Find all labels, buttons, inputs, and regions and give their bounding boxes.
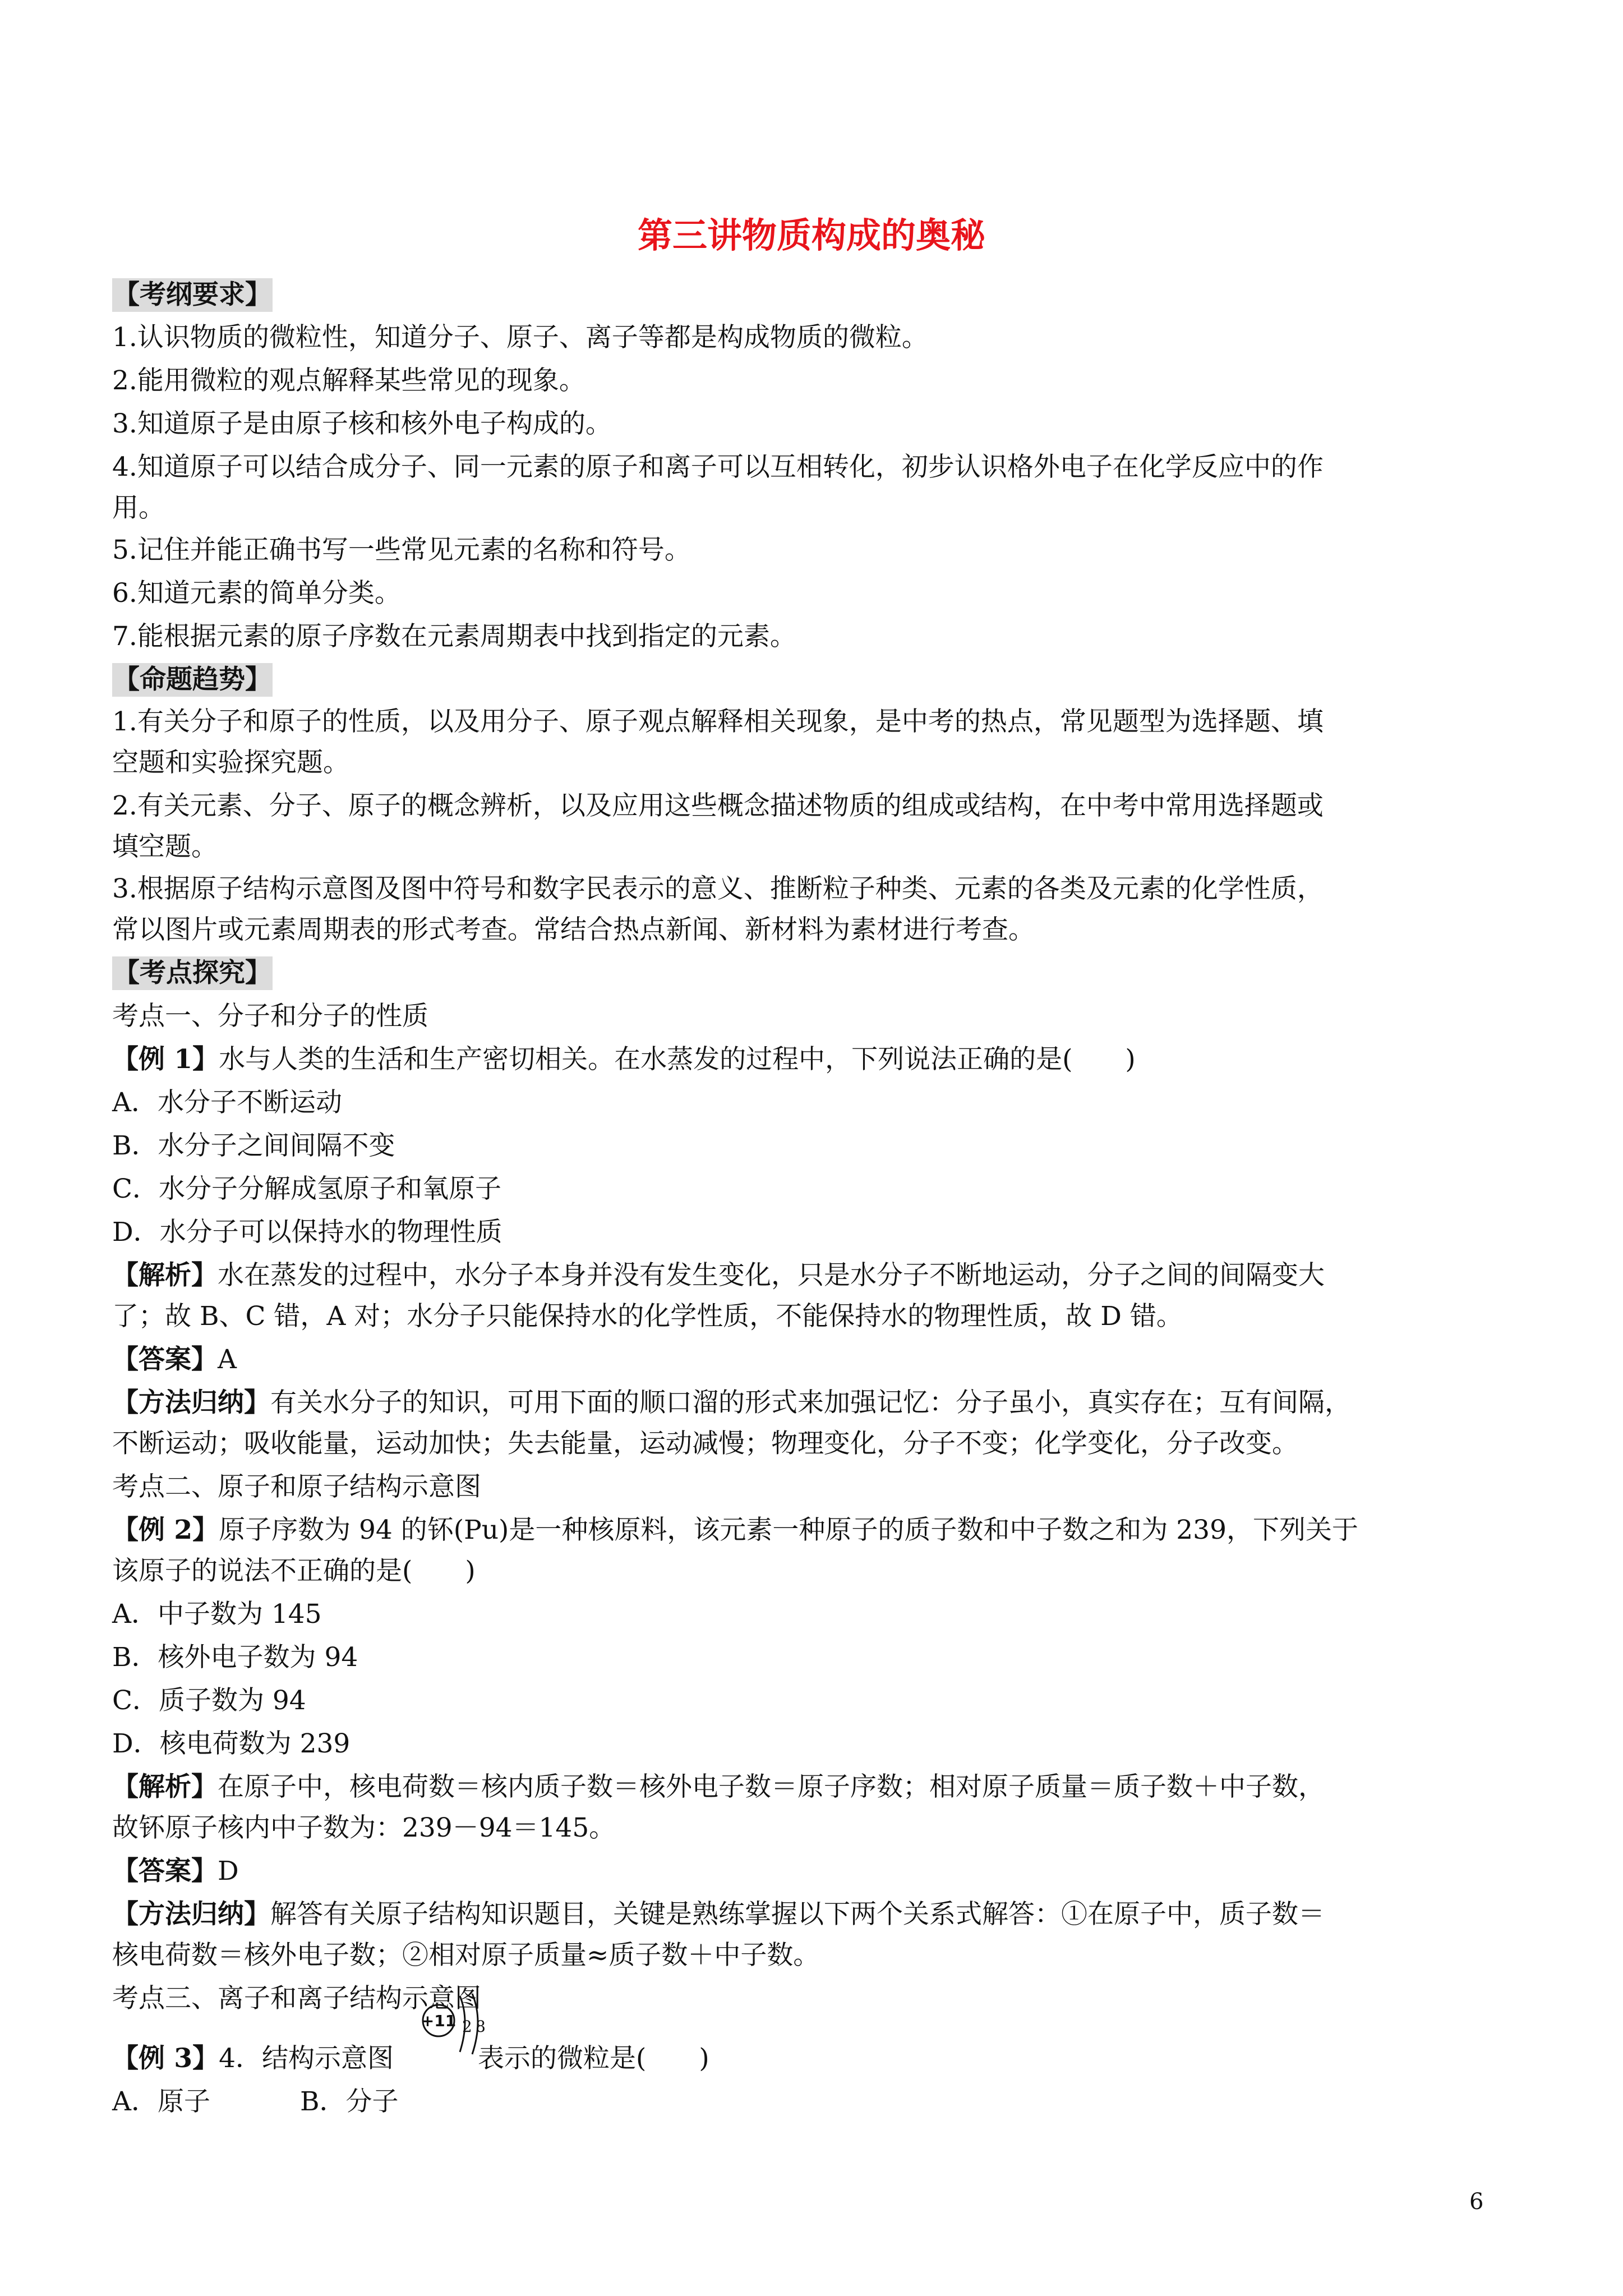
req-item-5: 5.记住并能正确书写一些常见元素的名称和符号。 <box>112 535 691 565</box>
trend-item-2: 2.有关元素、分子、原子的概念辨析，以及应用这些概念描述物质的组成或结构，在中考中常用选择题或 <box>112 790 1324 821</box>
k1-method: 【方法归纳】有关水分子的知识，可用下面的顺口溜的形式来加强记忆：分子虽小，真实存在；互有间隔， <box>112 1387 1351 1418</box>
k2-heading: 考点二、原子和原子结构示意图 <box>112 1471 481 1502</box>
k1-analysis-cont: 了；故 B、C 错，A 对；水分子只能保持水的化学性质，不能保持水的物理性质，故 D 错。 <box>112 1301 1183 1332</box>
atom-structure-diagram <box>421 1991 494 2064</box>
section-header-explore: 【考点探究】 <box>112 956 1503 990</box>
req-item-1: 1.认识物质的微粒性，知道分子、原子、离子等都是构成物质的微粒。 <box>112 322 928 353</box>
page-title: 第三讲物质构成的奥秘 <box>637 215 985 256</box>
k2-option-d: D．核电荷数为 239 <box>112 1728 351 1759</box>
req-item-6: 6.知道元素的简单分类。 <box>112 578 401 609</box>
k2-answer: 【答案】D <box>112 1856 239 1887</box>
k2-option-c: C．质子数为 94 <box>112 1685 306 1716</box>
req-item-3: 3.知道原子是由原子核和核外电子构成的。 <box>112 408 612 439</box>
atom-shell-2-electrons: 8 <box>476 2017 486 2036</box>
k1-option-c: C．水分子分解成氢原子和氧原子 <box>112 1174 501 1204</box>
req-item-4: 4.知道原子可以结合成分子、同一元素的原子和离子可以互相转化，初步认识格外电子在化学反应中的作 <box>112 452 1324 482</box>
k1-analysis: 【解析】水在蒸发的过程中，水分子本身并没有发生变化，只是水分子不断地运动，分子之间的间隔变大 <box>112 1260 1325 1291</box>
k1-question: 【例 1】水与人类的生活和生产密切相关。在水蒸发的过程中，下列说法正确的是( ) <box>112 1044 1136 1075</box>
k1-option-a: A．水分子不断运动 <box>112 1087 342 1118</box>
trend-item-3: 3.根据原子结构示意图及图中符号和数字民表示的意义、推断粒子种类、元素的各类及元素的化学性质， <box>112 873 1324 904</box>
atom-shell-1-electrons: 2 <box>462 2017 472 2036</box>
k2-option-a: A．中子数为 145 <box>112 1599 322 1630</box>
k1-option-d: D．水分子可以保持水的物理性质 <box>112 1217 502 1248</box>
trend-item-1: 1.有关分子和原子的性质，以及用分子、原子观点解释相关现象，是中考的热点，常见题型为选择题、填 <box>112 706 1324 737</box>
k2-method-cont: 核电荷数＝核外电子数；②相对原子质量≈质子数＋中子数。 <box>112 1940 820 1971</box>
k3-option-b: B．分子 <box>299 2086 399 2117</box>
k2-analysis-cont: 故钚原子核内中子数为：239－94＝145。 <box>112 1812 616 1843</box>
k2-option-b: B．核外电子数为 94 <box>112 1642 358 1673</box>
k2-analysis: 【解析】在原子中，核电荷数＝核内质子数＝核外电子数＝原子序数；相对原子质量＝质子数＋中子数， <box>112 1772 1325 1802</box>
k1-option-b: B．水分子之间间隔不变 <box>112 1130 395 1161</box>
trend-item-3-cont: 常以图片或元素周期表的形式考查。常结合热点新闻、新材料为素材进行考查。 <box>112 914 1035 945</box>
k1-method-cont: 不断运动；吸收能量，运动加快；失去能量，运动减慢；物理变化，分子不变；化学变化，分子改变。 <box>112 1428 1298 1459</box>
req-item-4-cont: 用。 <box>112 493 165 523</box>
k2-question-cont: 该原子的说法不正确的是( ) <box>112 1556 476 1586</box>
k3-heading: 考点三、离子和离子结构示意图 <box>112 1983 481 2014</box>
req-item-7: 7.能根据元素的原子序数在元素周期表中找到指定的元素。 <box>112 621 796 652</box>
section-header-requirements: 【考纲要求】 <box>112 278 1503 312</box>
k2-method: 【方法归纳】解答有关原子结构知识题目，关键是熟练掌握以下两个关系式解答：①在原子中，质子数＝ <box>112 1899 1325 1930</box>
page-number: 6 <box>1469 2189 1484 2215</box>
k3-options <box>112 2085 1503 2119</box>
k3-question: 【例 3】4．结构示意图 表示的微粒是( ) <box>112 2043 709 2074</box>
k1-heading: 考点一、分子和分子的性质 <box>112 1001 428 1032</box>
k2-question: 【例 2】原子序数为 94 的钚(Pu)是一种核原料，该元素一种原子的质子数和中子数之和为 239，下列关于 <box>112 1515 1358 1545</box>
k1-answer: 【答案】A <box>112 1344 237 1375</box>
section-header-trend: 【命题趋势】 <box>112 663 1503 697</box>
req-item-2: 2.能用微粒的观点解释某些常见的现象。 <box>112 365 585 396</box>
trend-item-1-cont: 空题和实验探究题。 <box>112 747 349 778</box>
atom-nucleus-label: +11 <box>421 2012 457 2030</box>
k3-option-a: A．原子 <box>112 2086 210 2117</box>
trend-item-2-cont: 填空题。 <box>112 831 218 862</box>
